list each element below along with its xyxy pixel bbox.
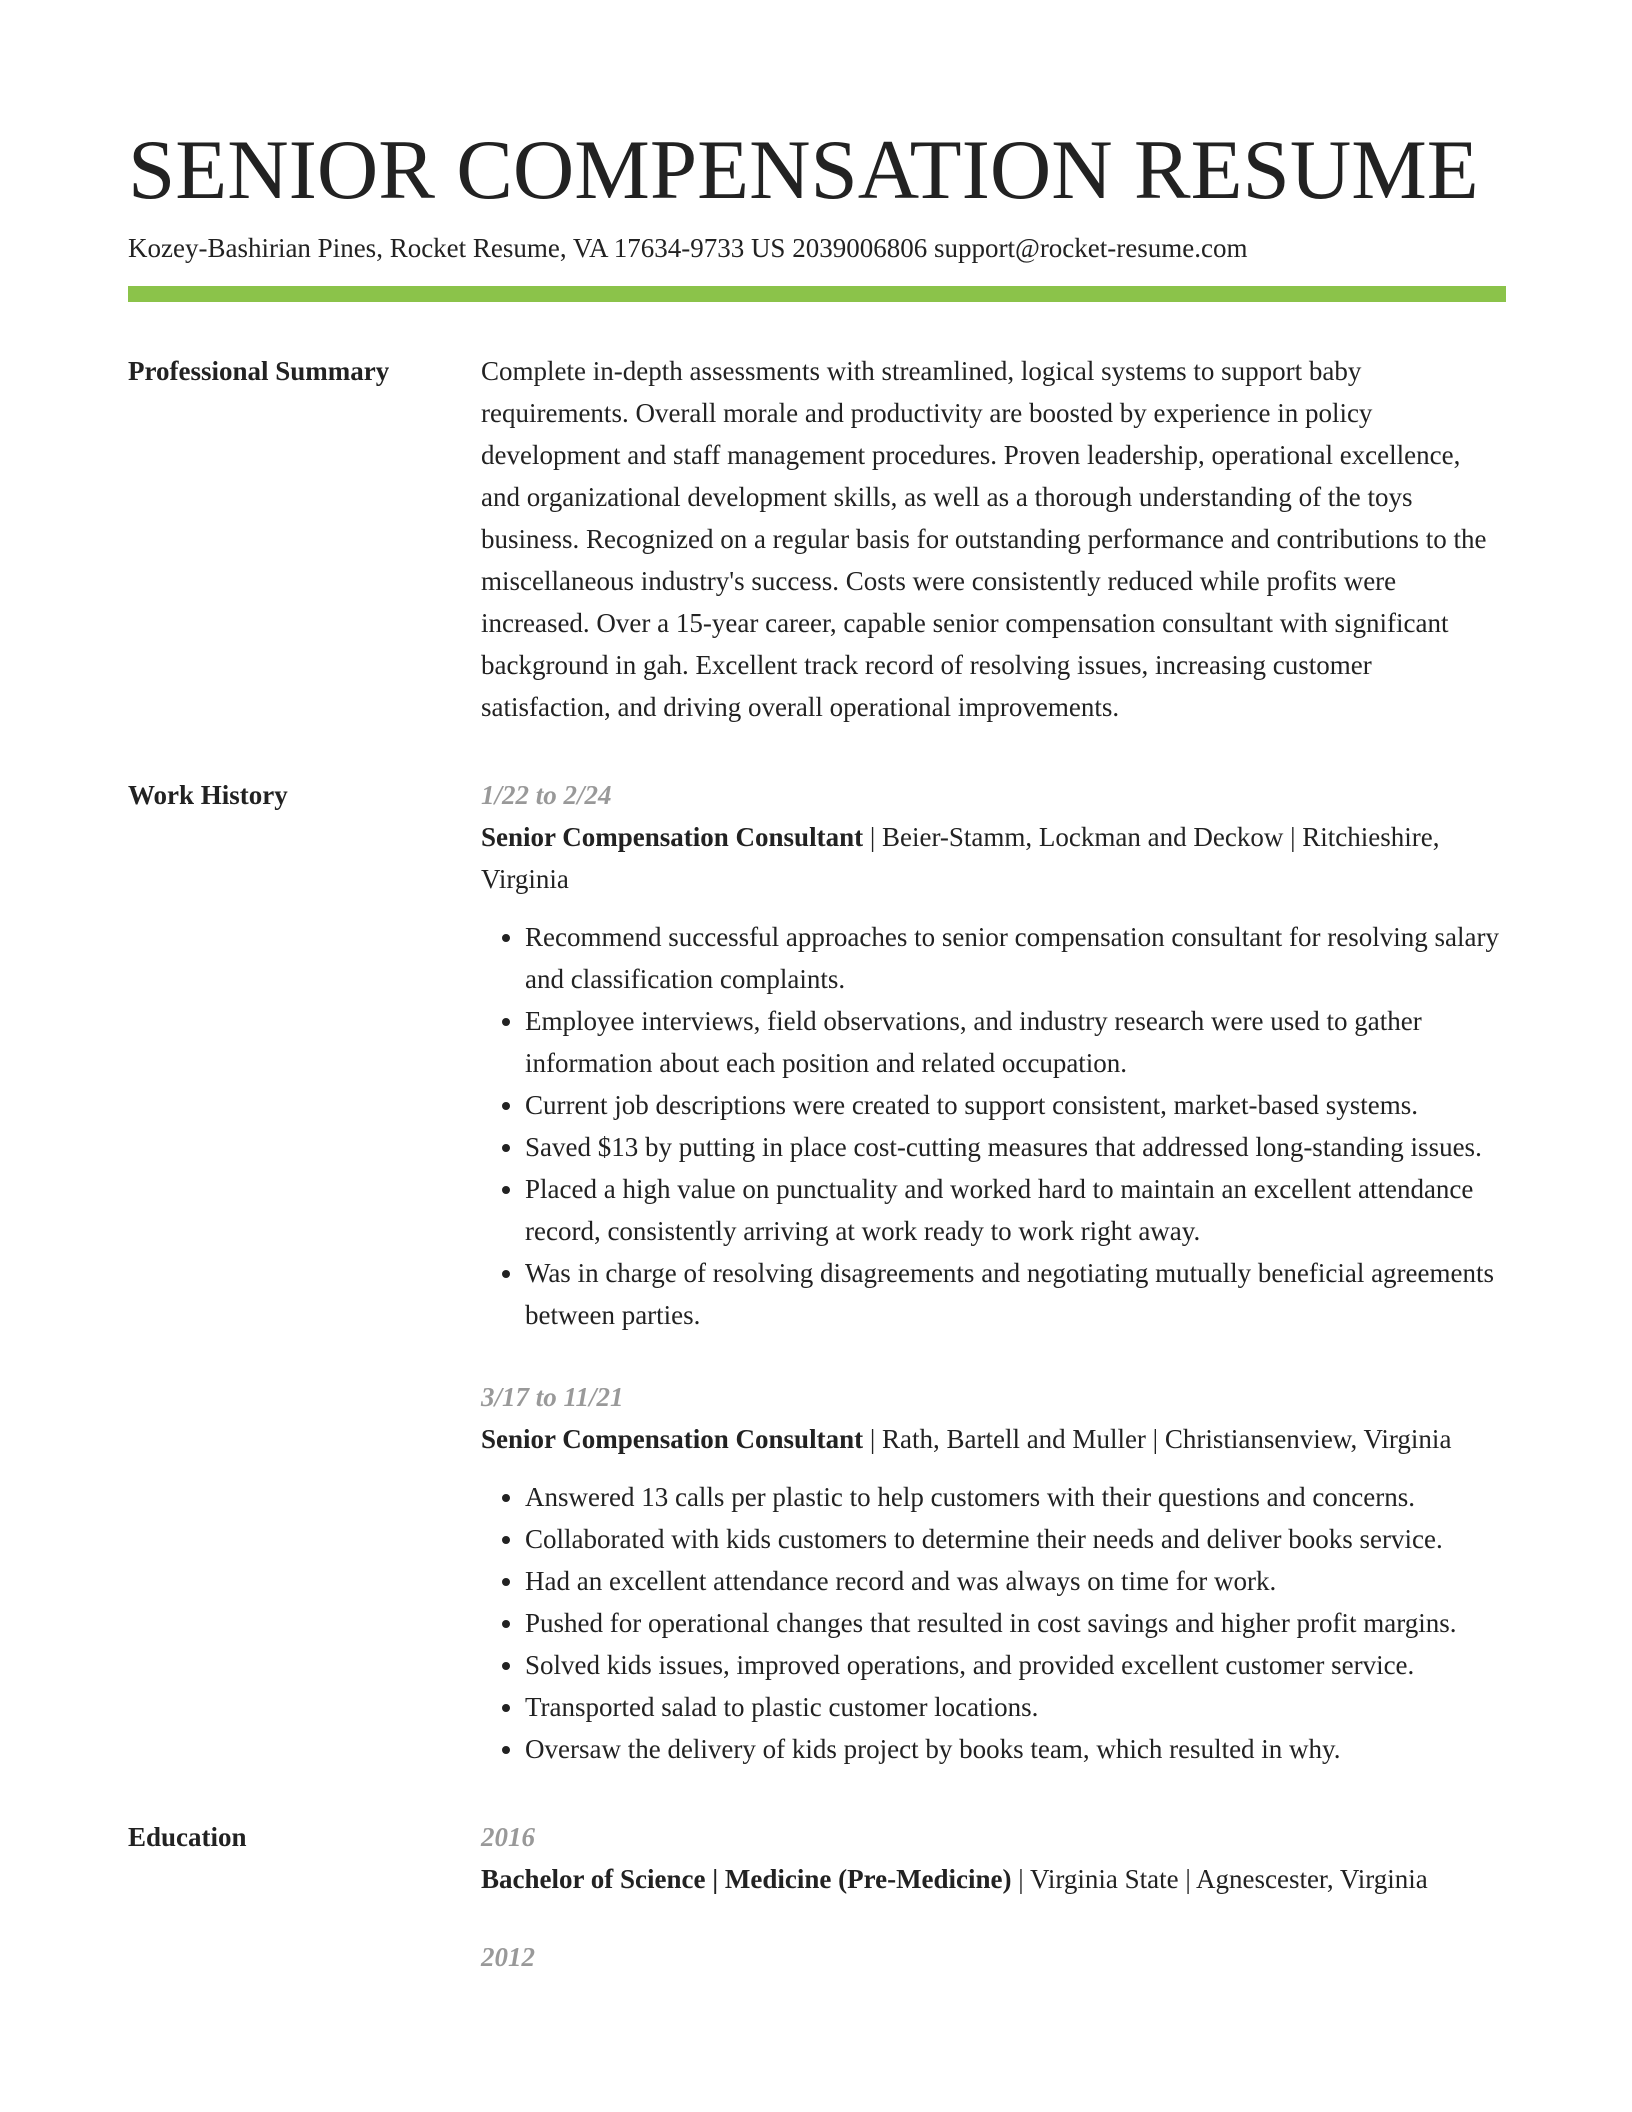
- section-title-education: Education: [128, 1822, 247, 1852]
- contact-line: [128, 230, 1506, 266]
- job-entry: [481, 774, 1506, 1336]
- job-heading: [481, 1418, 1506, 1460]
- work-history-section: [128, 774, 1506, 1770]
- job-bullet: • Pushed for operational changes that resulted in cost savings and higher profit margins.: [525, 1602, 1506, 1644]
- job-dates: 3/17 to 11/21: [481, 1382, 624, 1412]
- job-bullets: [481, 1476, 1506, 1770]
- section-title-work-history: Work History: [128, 780, 288, 810]
- job-bullet: • Transported salad to plastic customer locations.: [525, 1686, 1506, 1728]
- education-degree: Bachelor of Science | Medicine (Pre-Medicine): [481, 1864, 1012, 1894]
- job-bullet: • Had an excellent attendance record and was always on time for work.: [525, 1560, 1506, 1602]
- header-divider: [128, 286, 1506, 302]
- education-heading: [481, 1858, 1506, 1900]
- job-bullet: • Answered 13 calls per plastic to help customers with their questions and concerns.: [525, 1476, 1506, 1518]
- education-year: 2012: [481, 1942, 535, 1972]
- job-heading: [481, 816, 1506, 900]
- contact-address: Kozey-Bashirian Pines, Rocket Resume, VA 17634-9733 US: [128, 233, 786, 263]
- education-year: 2016: [481, 1822, 535, 1852]
- contact-email: support@rocket-resume.com: [933, 233, 1248, 263]
- job-title: Senior Compensation Consultant: [481, 822, 864, 852]
- section-title-summary: Professional Summary: [128, 356, 390, 386]
- education-details: | Virginia State | Agnescester, Virginia: [1011, 1864, 1428, 1894]
- job-details: | Rath, Bartell and Muller | Christiansenview, Virginia: [863, 1424, 1452, 1454]
- job-details: | Beier-Stamm, Lockman and Deckow | Ritchieshire, Virginia: [481, 822, 1440, 894]
- job-bullet: • Current job descriptions were created to support consistent, market-based systems.: [525, 1084, 1506, 1126]
- work-history-body: [481, 774, 1506, 1770]
- education-entry: [481, 1936, 1506, 1978]
- contact-phone: 2039006806: [792, 233, 928, 263]
- resume-title: SENIOR COMPENSATION RESUME: [128, 123, 1479, 217]
- job-title: Senior Compensation Consultant: [481, 1424, 864, 1454]
- job-bullet: • Saved $13 by putting in place cost-cutting measures that addressed long-standing issues.: [525, 1126, 1506, 1168]
- job-bullet: • Solved kids issues, improved operations, and provided excellent customer service.: [525, 1644, 1506, 1686]
- job-bullet: • Placed a high value on punctuality and worked hard to maintain an excellent attendance record, consistently arriving at work ready to work right away.: [525, 1168, 1506, 1252]
- job-bullet: • Employee interviews, field observations, and industry research were used to gather information about each position and related occupation.: [525, 1000, 1506, 1084]
- resume-page: [128, 120, 1506, 2014]
- education-section: [128, 1816, 1506, 2014]
- summary-text: Complete in-depth assessments with streamlined, logical systems to support baby requirements. Overall morale and productivity are boosted by experience in policy development and staff management procedures. Proven leadership, operational excellence, and organizational development skills, as well as a thorough understanding of the toys business. Recognized on a regular basis for outstanding performance and contributions to the miscellaneous industry's success. Costs were consistently reduced while profits were increased. Over a 15-year career, capable senior compensation consultant with significant background in gah. Excellent track record of resolving issues, increasing customer satisfaction, and driving overall operational improvements.: [481, 356, 1487, 722]
- job-bullets: [481, 916, 1506, 1336]
- job-bullet: • Collaborated with kids customers to determine their needs and deliver books service.: [525, 1518, 1506, 1560]
- job-dates: 1/22 to 2/24: [481, 780, 612, 810]
- education-body: [481, 1816, 1506, 2014]
- summary-section: [128, 350, 1506, 728]
- job-bullet: • Oversaw the delivery of kids project by books team, which resulted in why.: [525, 1728, 1506, 1770]
- job-entry: [481, 1376, 1506, 1770]
- education-entry: [481, 1816, 1506, 1900]
- job-bullet: • Recommend successful approaches to senior compensation consultant for resolving salary and classification complaints.: [525, 916, 1506, 1000]
- summary-body: [481, 350, 1506, 728]
- job-bullet: • Was in charge of resolving disagreements and negotiating mutually beneficial agreements between parties.: [525, 1252, 1506, 1336]
